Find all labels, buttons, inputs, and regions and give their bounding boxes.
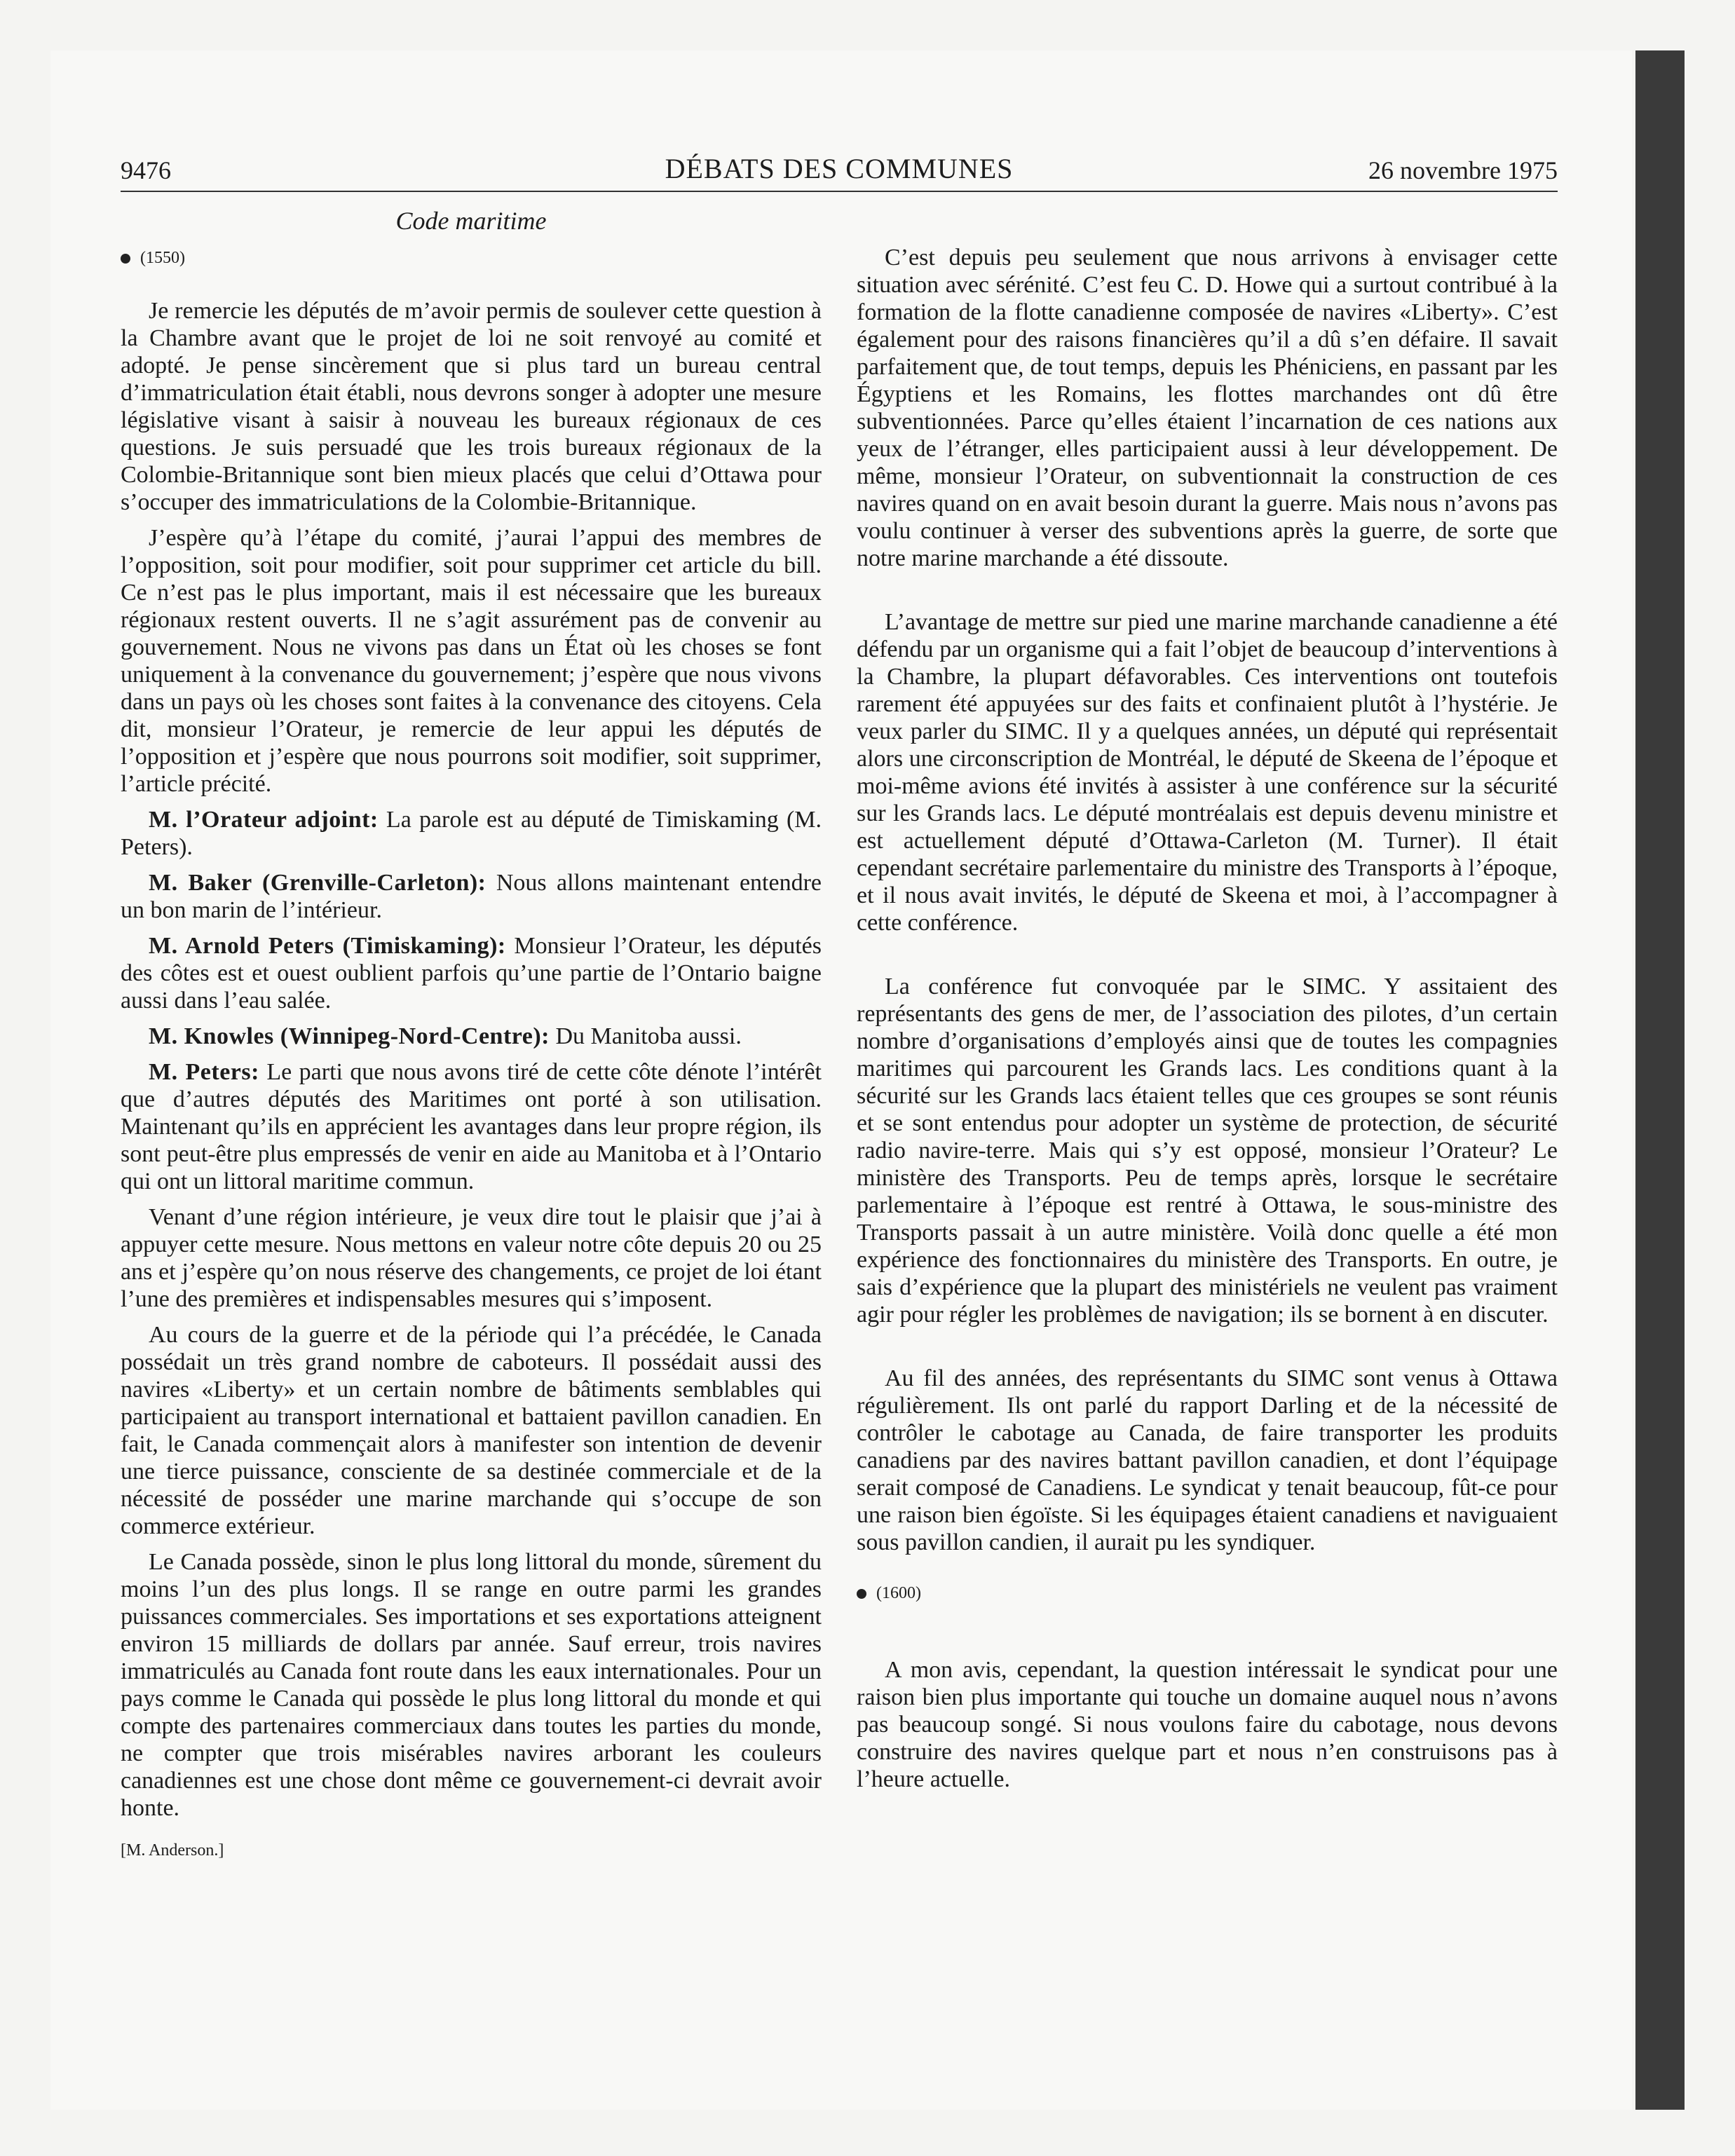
paragraph-gap bbox=[857, 580, 1558, 608]
speech-entry bbox=[121, 1023, 822, 1050]
speech-entry bbox=[121, 1058, 822, 1195]
publication-title: DÉBATS DES COMMUNES bbox=[665, 153, 1014, 184]
top-spacer bbox=[857, 207, 1558, 244]
paragraph: Le Canada possède, sinon le plus long littoral du monde, sûrement du moins l’un des plus longs. Il se range en outre parmi les grandes puissances commerciales. Ses importations et ses exportations atteignent environ 15 milliards de dollars par année. Sauf erreur, trois navires immatriculés au Canada font route dans les eaux internationales. Pour un pays comme le Canada qui possède le plus long littoral du monde et qui compte des partenaires commerciaux dans toutes les parties du monde, ne compter que trois misérables navires arborant les couleurs canadiennes est une chose dont même ce gouvernement-ci devrait avoir honte. bbox=[121, 1549, 822, 1821]
speaker-name: M. Arnold Peters (Timiskaming): bbox=[149, 933, 506, 959]
paragraph: Je remercie les députés de m’avoir permis de soulever cette question à la Chambre avant que le projet de loi ne soit renvoyé au comité et adopté. Je pense sincèrement que si plus tard un bureau central d’immatriculation était établi, nous devrons songer à adopter une mesure législative visant à saisir à nouveau les bureaux régionaux de ces questions. Je suis persuadé que les trois bureaux régionaux de la Colombie-Britannique sont bien mieux placés que celui d’Ottawa pour s’occuper des immatriculations de la Colombie-Britannique. bbox=[121, 298, 822, 515]
page-number: 9476 bbox=[121, 156, 171, 184]
speaker-name: M. Knowles (Winnipeg-Nord-Centre): bbox=[149, 1023, 550, 1049]
publication-date: 26 novembre 1975 bbox=[1368, 156, 1558, 184]
speech-entry bbox=[121, 932, 822, 1014]
speaker-name: M. Baker (Grenville-Carleton): bbox=[149, 870, 487, 896]
speech-entry bbox=[121, 869, 822, 924]
paragraph: A mon avis, cependant, la question intéressait le syndicat pour une raison bien plus importante qui touche un domaine auquel nous n’avons pas beaucoup songé. Si nous voulons faire du cabotage, nous devons construire des navires quelque part et nous n’en construisons pas à l’heure actuelle. bbox=[857, 1657, 1558, 1792]
paragraph: J’espère qu’à l’étape du comité, j’aurai l’appui des membres de l’opposition, soit pour modifier, soit pour supprimer cet article du bill. Ce n’est pas le plus important, mais il est nécessaire que les bureaux régionaux restent ouverts. Il ne s’agit assurément pas de convenir au gouvernement. Nous ne vivons pas dans un État où les choses se font uniquement à la convenance du gouvernement; j’espère que nous vivons dans un pays où les choses sont faites à la convenance des citoyens. Cela dit, monsieur l’Orateur, je remercie de leur appui les députés de l’opposition et j’espère que nous pourrons soit modifier, soit supprimer, l’article précité. bbox=[121, 525, 822, 797]
scan-edge-band bbox=[1635, 50, 1685, 2110]
bullet-icon bbox=[121, 254, 130, 264]
page-header bbox=[121, 149, 1558, 192]
paragraph: Venant d’une région intérieure, je veux dire tout le plaisir que j’ai à appuyer cette mesure. Nous mettons en valeur notre côte depuis 20 ou 25 ans et j’espère qu’on nous réserve des changements, ce projet de loi étant l’une des premières et indispensables mesures qui s’imposent. bbox=[121, 1204, 822, 1312]
paragraph: La conférence fut convoquée par le SIMC. Y assitaient des représentants des gens de mer, de l’association des pilotes, d’un certain nombre d’organisations d’employés ainsi que de toutes les compagnies maritimes qui parcourent les Grands lacs. Les conditions quant à la sécurité sur les Grands lacs étaient telles que ces groupes se sont réunis et se sont entendus pour adopter un système de protection, de sécurité radio navire-terre. Mais qui s’y est opposé, monsieur l’Orateur? Le ministère des Transports. Peu de temps après, lorsque le secrétaire parlementaire à l’époque est rentré à Ottawa, le sous-ministre des Transports passait à un autre ministère. Voilà donc quelle a été mon expérience des fonctionnaires du ministère des Transports. En outre, je sais d’expérience que la plupart des ministériels ne veulent pas vraiment agir pour régler les problèmes de navigation; ils se bornent à en discuter. bbox=[857, 974, 1558, 1328]
speaker-name: M. l’Orateur adjoint: bbox=[149, 807, 379, 833]
bullet-icon bbox=[857, 1589, 866, 1599]
speech-text: Du Manitoba aussi. bbox=[555, 1023, 742, 1049]
timestamp-text: (1600) bbox=[876, 1584, 921, 1602]
speech-text: Le parti que nous avons tiré de cette côte dénote l’intérêt que d’autres députés des Maritimes ont porté à son utilisation. Maintenant qu’ils en apprécient les avantages dans leur propre région, ils sont peut-être plus empressés de venir en aide au Manitoba et à l’Ontario qui ont un littoral maritime commun. bbox=[121, 1059, 822, 1194]
paragraph-gap bbox=[857, 1337, 1558, 1365]
paragraph: C’est depuis peu seulement que nous arrivons à envisager cette situation avec sérénité. C’est feu C. D. Howe qui a surtout contribué à la formation de la flotte canadienne composée de navires «Liberty». C’est également pour des raisons financières qu’il a dû s’en défaire. Il savait parfaitement que, de tout temps, depuis les Phéniciens, en passant par les Égyptiens et les Romains, les flottes marchandes ont dû être subventionnées. Parce qu’elles étaient l’incarnation de ces nations aux yeux de l’étranger, elles participaient aussi à leur développement. De même, monsieur l’Orateur, on subventionnait la construction de ces navires quand on en avait besoin durant la guerre. Mais nous n’avons pas voulu continuer à verser des subventions après la guerre, de sorte que notre marine marchande a été dissoute. bbox=[857, 245, 1558, 571]
timestamp-text: (1550) bbox=[140, 249, 185, 267]
paragraph-gap bbox=[857, 945, 1558, 973]
right-column bbox=[857, 207, 1558, 1801]
speaker-name: M. Peters: bbox=[149, 1059, 259, 1085]
speaker-attribution: [M. Anderson.] bbox=[121, 1841, 224, 1860]
paragraph: Au fil des années, des représentants du SIMC sont venus à Ottawa régulièrement. Ils ont parlé du rapport Darling et de la nécessité de contrôler le cabotage au Canada, de faire transporter les produits canadiens par des navires battant pavillon canadien, et dont l’équipage serait composé de Canadiens. Le syndicat y tenait beaucoup, fût-ce pour une raison bien égoïste. Si les équipages étaient canadiens et naviguaient sous pavillon candien, il aurait pu les syndiquer. bbox=[857, 1365, 1558, 1555]
left-column bbox=[121, 207, 822, 1873]
timestamp-marker bbox=[857, 1580, 1558, 1607]
section-title: Code maritime bbox=[395, 207, 547, 235]
paragraph: Au cours de la guerre et de la période qui l’a précédée, le Canada possédait un très grand nombre de caboteurs. Il possédait aussi des navires «Liberty» et un certain nombre de bâtiments semblables qui participaient au transport international et battaient pavillon canadien. En fait, le Canada commençait alors à manifester son intention de devenir une tierce puissance, consciente de sa destinée commerciale et de la nécessité de posséder une marine marchande qui s’occupe de son commerce extérieur. bbox=[121, 1322, 822, 1539]
speech-text: Monsieur l’Orateur, les députés des côtes est et ouest oublient parfois qu’une partie de l’Ontario baigne aussi dans l’eau salée. bbox=[121, 933, 822, 1014]
timestamp-marker bbox=[121, 245, 822, 272]
speech-text: La parole est au député de Timiskaming (M. Peters). bbox=[121, 807, 822, 860]
paragraph: L’avantage de mettre sur pied une marine marchande canadienne a été défendu par un organisme qui a fait l’objet de beaucoup d’interventions à la Chambre, la plupart défavorables. Ces interventions ont toutefois rarement été appuyées sur des faits et confinaient plutôt à l’hystérie. Je veux parler du SIMC. Il y a quelques années, un député qui représentait alors une circonscription de Montréal, le député de Skeena de l’époque et moi-même avions été invités à assister à une conférence sur la sécurité sur les Grands lacs. Le député montréalais est depuis devenu ministre et est actuellement député d’Ottawa-Carleton (M. Turner). Il était cependant secrétaire parlementaire du ministre des Transports à l’époque, et il nous avait invités, le député de Skeena et moi, à l’accompagner à cette conférence. bbox=[857, 609, 1558, 936]
speech-text: Nous allons maintenant entendre un bon marin de l’intérieur. bbox=[121, 870, 822, 923]
speech-entry bbox=[121, 806, 822, 861]
